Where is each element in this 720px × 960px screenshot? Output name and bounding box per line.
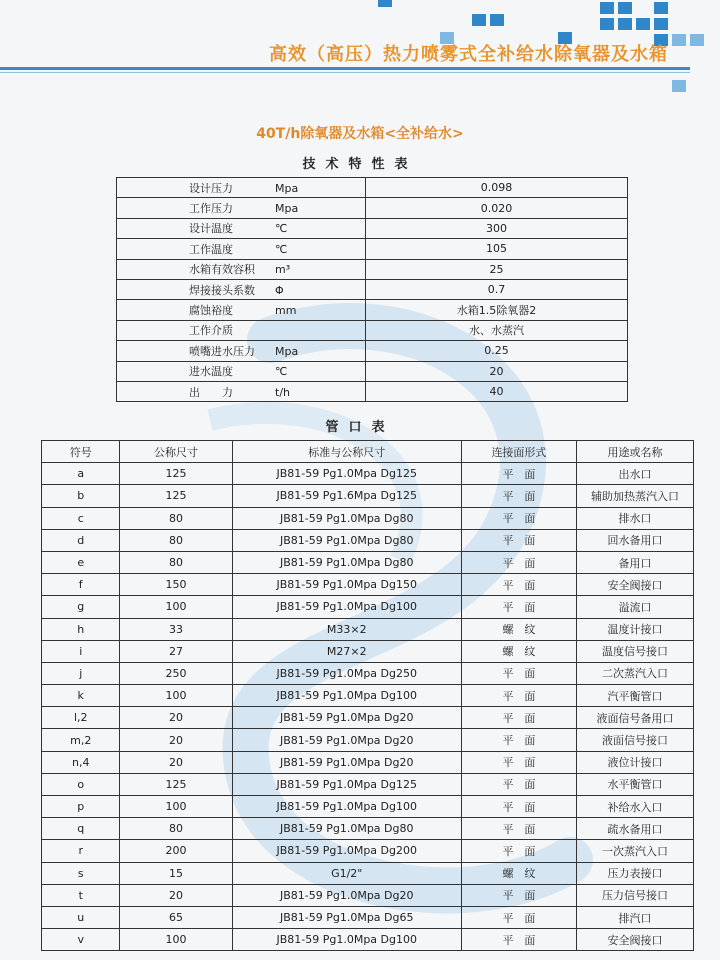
pipe-connection-type: 平 面 [461,884,576,906]
pipe-purpose: 液面信号备用口 [577,707,694,729]
spec-unit: Mpa [275,202,299,216]
spec-table-title: 技术特性表 [302,157,418,172]
spec-name: 腐蚀裕度 [189,304,233,318]
pipe-standard: JB81-59 Pg1.0Mpa Dg100 [232,796,461,818]
decor-square [490,14,504,26]
pipe-symbol: p [42,796,120,818]
spec-label-cell [117,320,366,340]
table-row [42,796,694,818]
spec-row [117,259,628,279]
pipe-purpose: 出水口 [577,463,694,485]
pipe-standard: JB81-59 Pg1.0Mpa Dg200 [232,840,461,862]
page-title: 高效（高压）热力喷雾式全补给水除氧器及水箱 [269,44,668,65]
pipe-purpose: 一次蒸汽入口 [577,840,694,862]
spec-row [117,218,628,238]
pipe-connection-type: 平 面 [461,485,576,507]
pipe-standard: JB81-59 Pg1.0Mpa Dg80 [232,818,461,840]
table-row [42,640,694,662]
spec-name: 进水温度 [189,365,233,379]
pipe-purpose: 液面信号接口 [577,729,694,751]
decor-square [618,18,632,30]
pipe-standard: JB81-59 Pg1.0Mpa Dg20 [232,707,461,729]
pipe-symbol: f [42,574,120,596]
spec-row [117,341,628,361]
pipe-standard: JB81-59 Pg1.0Mpa Dg125 [232,463,461,485]
decor-square [636,18,650,30]
pipe-nominal-size: 80 [120,507,232,529]
spec-row [117,239,628,259]
pipe-standard: JB81-59 Pg1.0Mpa Dg20 [232,729,461,751]
spec-name: 工作温度 [189,242,233,256]
pipe-nominal-size: 80 [120,818,232,840]
spec-name: 设计压力 [189,181,233,195]
pipe-nominal-size: 100 [120,685,232,707]
column-header: 标准与公称尺寸 [232,441,461,463]
pipe-symbol: v [42,929,120,951]
pipe-standard: JB81-59 Pg1.0Mpa Dg250 [232,662,461,684]
column-header: 用途或名称 [577,441,694,463]
table-row [42,662,694,684]
spec-label-cell [117,198,366,218]
spec-name: 工作压力 [189,202,233,216]
pipe-purpose: 安全阀接口 [577,929,694,951]
spec-label-cell [117,218,366,238]
pipe-symbol: m,2 [42,729,120,751]
decor-square [618,2,632,14]
spec-value: 20 [366,361,628,381]
pipe-standard: JB81-59 Pg1.0Mpa Dg100 [232,596,461,618]
spec-unit: Mpa [275,181,299,195]
spec-label-cell [117,239,366,259]
spec-value: 0.098 [366,178,628,198]
spec-label-cell [117,178,366,198]
spec-value: 40 [366,381,628,401]
pipe-purpose: 二次蒸汽入口 [577,662,694,684]
table-row [42,574,694,596]
pipe-connection-type: 平 面 [461,929,576,951]
pipe-purpose: 液位计接口 [577,751,694,773]
spec-label-cell [117,361,366,381]
pipe-nominal-size: 200 [120,840,232,862]
pipe-symbol: r [42,840,120,862]
spec-name: 出 力 [189,385,233,399]
header-rule [0,67,690,70]
pipe-purpose: 安全阀接口 [577,574,694,596]
pipe-connection-type: 平 面 [461,906,576,928]
pipe-standard: JB81-59 Pg1.0Mpa Dg125 [232,773,461,795]
decor-square [600,2,614,14]
pipe-standard: JB81-59 Pg1.0Mpa Dg80 [232,551,461,573]
column-header: 符号 [42,441,120,463]
table-row [42,840,694,862]
pipe-connection-type: 平 面 [461,818,576,840]
spec-unit: ℃ [275,222,288,236]
spec-table [116,177,628,402]
pipe-connection-type: 平 面 [461,796,576,818]
table-row [42,751,694,773]
pipe-symbol: l,2 [42,707,120,729]
pipe-connection-type: 平 面 [461,685,576,707]
pipe-connection-type: 平 面 [461,773,576,795]
spec-label-cell [117,279,366,299]
pipe-nominal-size: 20 [120,707,232,729]
header-rule-thin [0,72,690,73]
pipe-purpose: 排水口 [577,507,694,529]
pipe-nominal-size: 27 [120,640,232,662]
table-row [42,818,694,840]
pipe-purpose: 水平衡管口 [577,773,694,795]
spec-value: 300 [366,218,628,238]
pipe-purpose: 疏水备用口 [577,818,694,840]
pipe-symbol: d [42,529,120,551]
pipe-nominal-size: 100 [120,596,232,618]
pipe-purpose: 回水备用口 [577,529,694,551]
pipe-connection-type: 平 面 [461,751,576,773]
spec-value: 0.7 [366,279,628,299]
table-row [42,884,694,906]
pipe-symbol: n,4 [42,751,120,773]
pipe-nominal-size: 100 [120,929,232,951]
pipe-nominal-size: 80 [120,551,232,573]
pipe-nominal-size: 20 [120,751,232,773]
spec-row [117,279,628,299]
spec-row [117,361,628,381]
table-row [42,529,694,551]
table-row [42,485,694,507]
spec-value: 水、水蒸汽 [366,320,628,340]
pipe-connection-type: 平 面 [461,729,576,751]
decor-square [690,34,704,46]
pipe-nominal-size: 80 [120,529,232,551]
pipe-nominal-size: 65 [120,906,232,928]
spec-row [117,381,628,401]
pipe-nominal-size: 125 [120,485,232,507]
spec-name: 焊接接头系数 [189,283,255,297]
pipe-connection-type: 平 面 [461,551,576,573]
pipe-nominal-size: 15 [120,862,232,884]
pipe-standard: JB81-59 Pg1.0Mpa Dg65 [232,906,461,928]
spec-value: 105 [366,239,628,259]
pipe-symbol: k [42,685,120,707]
spec-unit: ℃ [275,365,288,379]
pipe-standard: JB81-59 Pg1.0Mpa Dg80 [232,529,461,551]
table-row [42,906,694,928]
pipe-purpose: 压力信号接口 [577,884,694,906]
table-row [42,862,694,884]
decor-square [600,18,614,30]
pipe-table-header-row [42,441,694,463]
spec-unit: mm [275,304,297,318]
decor-square [672,34,686,46]
pipe-symbol: h [42,618,120,640]
pipe-symbol: i [42,640,120,662]
pipe-connection-type: 平 面 [461,840,576,862]
pipe-standard: JB81-59 Pg1.0Mpa Dg20 [232,884,461,906]
pipe-standard: JB81-59 Pg1.0Mpa Dg20 [232,751,461,773]
pipe-nominal-size: 20 [120,729,232,751]
pipe-standard: G1/2" [232,862,461,884]
decor-square [654,2,668,14]
spec-value: 25 [366,259,628,279]
table-row [42,463,694,485]
spec-row [117,300,628,320]
pipe-standard: M27×2 [232,640,461,662]
spec-unit: m³ [275,263,291,277]
pipe-nominal-size: 125 [120,463,232,485]
spec-value: 0.25 [366,341,628,361]
pipe-symbol: c [42,507,120,529]
pipe-table [41,440,694,951]
spec-name: 工作介质 [189,324,233,338]
pipe-connection-type: 平 面 [461,463,576,485]
spec-label-cell [117,341,366,361]
pipe-purpose: 温度计接口 [577,618,694,640]
spec-label-cell [117,300,366,320]
table-row [42,685,694,707]
table-row [42,596,694,618]
pipe-symbol: b [42,485,120,507]
spec-label-cell [117,259,366,279]
column-header: 公称尺寸 [120,441,232,463]
pipe-symbol: t [42,884,120,906]
pipe-standard: JB81-59 Pg1.0Mpa Dg100 [232,685,461,707]
pipe-symbol: o [42,773,120,795]
spec-unit: t/h [275,385,290,399]
pipe-purpose: 辅助加热蒸汽入口 [577,485,694,507]
table-row [42,507,694,529]
pipe-table-title: 管口表 [325,420,395,435]
pipe-nominal-size: 150 [120,574,232,596]
pipe-nominal-size: 20 [120,884,232,906]
pipe-connection-type: 平 面 [461,596,576,618]
pipe-nominal-size: 250 [120,662,232,684]
pipe-symbol: g [42,596,120,618]
decor-square [472,14,486,26]
table-row [42,729,694,751]
spec-name: 设计温度 [189,222,233,236]
spec-unit: Mpa [275,344,299,358]
pipe-connection-type: 平 面 [461,574,576,596]
spec-name: 喷嘴进水压力 [189,344,255,358]
spec-value: 水箱1.5除氧器2 [366,300,628,320]
spec-unit: Φ [275,283,284,297]
pipe-symbol: q [42,818,120,840]
pipe-standard: JB81-59 Pg1.6Mpa Dg125 [232,485,461,507]
pipe-standard: JB81-59 Pg1.0Mpa Dg150 [232,574,461,596]
pipe-nominal-size: 33 [120,618,232,640]
pipe-purpose: 温度信号接口 [577,640,694,662]
pipe-purpose: 压力表接口 [577,862,694,884]
pipe-purpose: 排汽口 [577,906,694,928]
spec-name: 水箱有效容积 [189,263,255,277]
pipe-standard: JB81-59 Pg1.0Mpa Dg80 [232,507,461,529]
pipe-connection-type: 螺 纹 [461,618,576,640]
document-subtitle: 40T/h除氧器及水箱<全补给水> [256,126,464,142]
spec-row [117,198,628,218]
spec-value: 0.020 [366,198,628,218]
pipe-standard: M33×2 [232,618,461,640]
pipe-purpose: 备用口 [577,551,694,573]
pipe-connection-type: 平 面 [461,529,576,551]
pipe-standard: JB81-59 Pg1.0Mpa Dg100 [232,929,461,951]
pipe-purpose: 溢流口 [577,596,694,618]
pipe-connection-type: 螺 纹 [461,862,576,884]
decor-square [672,80,686,92]
pipe-connection-type: 平 面 [461,662,576,684]
spec-unit: ℃ [275,242,288,256]
pipe-connection-type: 螺 纹 [461,640,576,662]
pipe-symbol: e [42,551,120,573]
pipe-purpose: 汽平衡管口 [577,685,694,707]
pipe-nominal-size: 100 [120,796,232,818]
table-row [42,618,694,640]
spec-row [117,178,628,198]
pipe-symbol: u [42,906,120,928]
column-header: 连接面形式 [461,441,576,463]
table-row [42,551,694,573]
pipe-nominal-size: 125 [120,773,232,795]
decor-square [654,18,668,30]
table-row [42,929,694,951]
pipe-symbol: s [42,862,120,884]
table-row [42,773,694,795]
pipe-purpose: 补给水入口 [577,796,694,818]
decor-square [378,0,392,7]
pipe-connection-type: 平 面 [461,707,576,729]
pipe-symbol: j [42,662,120,684]
table-row [42,707,694,729]
spec-row [117,320,628,340]
spec-label-cell [117,381,366,401]
pipe-symbol: a [42,463,120,485]
pipe-connection-type: 平 面 [461,507,576,529]
